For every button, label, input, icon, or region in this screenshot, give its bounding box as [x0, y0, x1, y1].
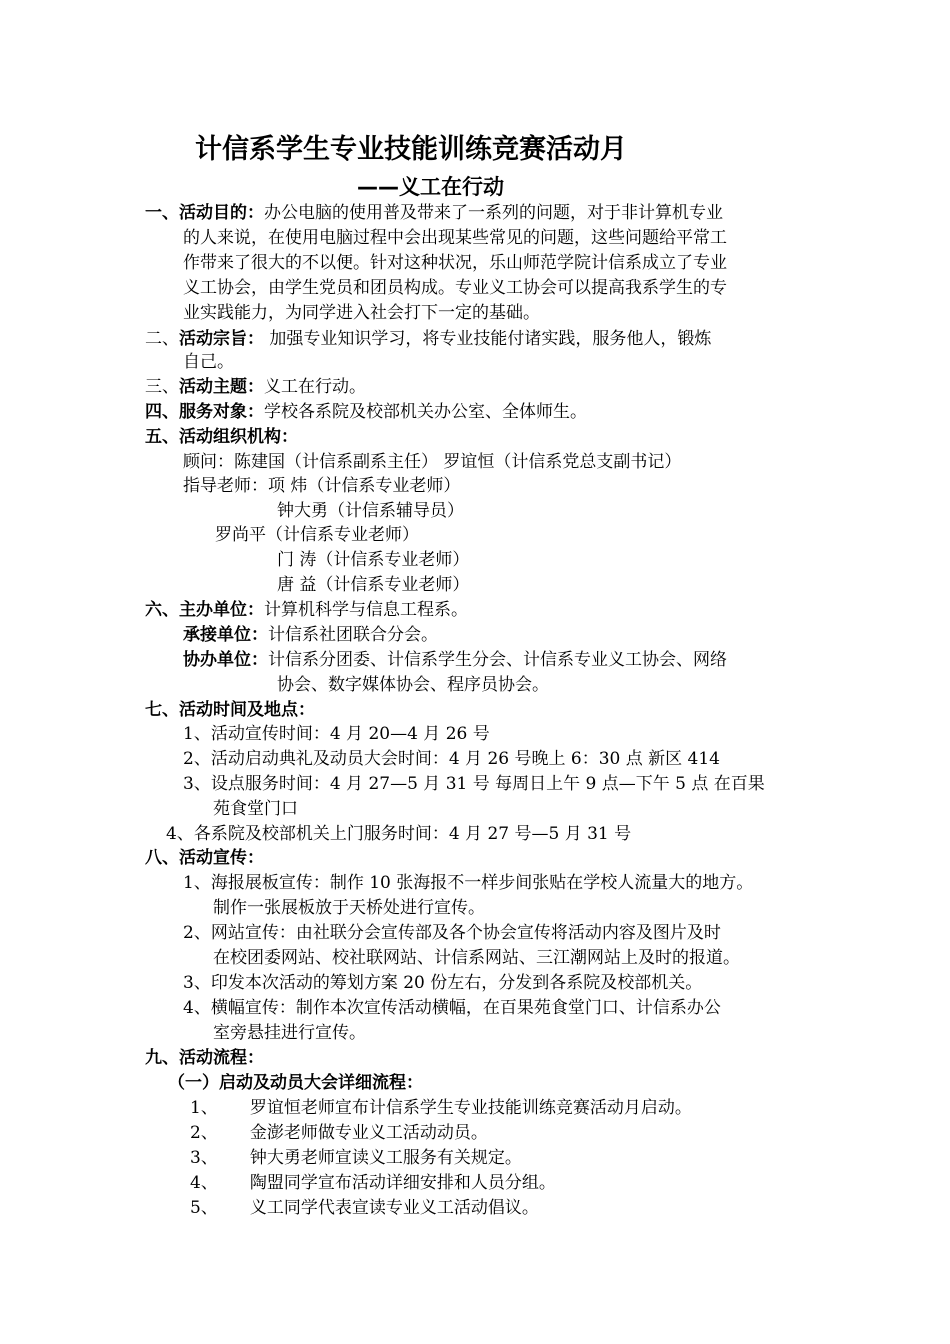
step-text: 钟大勇老师宣读义工服务有关规定。 [249, 1148, 522, 1168]
section-6-undertake-text: 计信系社团联合分会。 [268, 625, 438, 645]
section-3-label: 活动主题： [179, 377, 264, 397]
section-5-guide-1: 项 炜（计信系专业老师） [268, 476, 461, 496]
step-number: 3、 [190, 1148, 218, 1168]
section-2-line-1 [145, 327, 711, 351]
section-7-item-3: 3、设点服务时间：4 月 27—5 月 31 号 每周日上午 9 点—下午 5 点 在百果 [183, 774, 765, 794]
section-3-number: 三、 [145, 377, 179, 397]
section-1-line-5: 业实践能力，为同学进入社会打下一定的基础。 [183, 303, 540, 323]
section-5-label: 五、活动组织机构： [145, 427, 298, 447]
section-4-label: 四、服务对象： [145, 402, 264, 422]
section-9-step-2 [190, 1121, 488, 1145]
section-9-step-1 [190, 1096, 692, 1120]
section-9-step-3 [190, 1146, 522, 1170]
section-4-line [145, 400, 587, 424]
section-9-step-5 [190, 1196, 539, 1220]
section-6-undertake [183, 623, 438, 647]
section-5-guide-line-1 [183, 474, 460, 498]
section-9-step-4 [190, 1171, 556, 1195]
section-6-undertake-label: 承接单位： [183, 625, 268, 645]
document-title: 计信系学生专业技能训练竞赛活动月 [195, 134, 627, 165]
section-2-line-2: 自己。 [183, 352, 234, 372]
section-5-guide-3: 罗尚平（计信系专业老师） [215, 525, 419, 545]
section-8-item-3: 3、印发本次活动的筹划方案 20 份左右，分发到各系院及校部机关。 [183, 973, 703, 993]
section-7-item-2: 2、活动启动典礼及动员大会时间：4 月 26 号晚上 6：30 点 新区 414 [183, 749, 720, 769]
section-7-item-3-cont: 苑食堂门口 [213, 799, 298, 819]
section-8-item-4: 4、横幅宣传：制作本次宣传活动横幅，在百果苑食堂门口、计信系办公 [183, 998, 721, 1018]
section-1-line-4: 义工协会，由学生党员和团员构成。专业义工协会可以提高我系学生的专 [183, 278, 727, 298]
section-5-advisor: 顾问：陈建国（计信系副系主任） 罗谊恒（计信系党总支副书记） [183, 452, 682, 472]
step-text: 罗谊恒老师宣布计信系学生专业技能训练竞赛活动月启动。 [249, 1098, 692, 1118]
section-6-assist-label: 协办单位： [183, 650, 268, 670]
step-number: 1、 [190, 1098, 218, 1118]
section-2-text: 加强专业知识学习，将专业技能付诸实践，服务他人，锻炼 [269, 329, 712, 349]
section-4-text: 学校各系院及校部机关办公室、全体师生。 [264, 402, 587, 422]
section-8-item-2-cont: 在校团委网站、校社联网站、计信系网站、三江潮网站上及时的报道。 [213, 948, 740, 968]
section-9-subheading: （一）启动及动员大会详细流程： [168, 1073, 423, 1093]
section-8-item-1-cont: 制作一张展板放于天桥处进行宣传。 [213, 898, 485, 918]
document-subtitle: ——义工在行动 [357, 175, 504, 199]
section-6-assist-text: 计信系分团委、计信系学生分会、计信系专业义工协会、网络 [268, 650, 727, 670]
section-9-label: 九、活动流程： [145, 1048, 264, 1068]
section-1-text: 办公电脑的使用普及带来了一系列的问题，对于非计算机专业 [264, 203, 723, 223]
step-text: 金澎老师做专业义工活动动员。 [249, 1123, 488, 1143]
step-text: 陶盟同学宣布活动详细安排和人员分组。 [249, 1173, 556, 1193]
section-1-line-1 [145, 201, 723, 225]
section-1-label: 一、活动目的： [145, 203, 264, 223]
step-number: 4、 [190, 1173, 218, 1193]
section-2-number: 二、 [145, 329, 179, 349]
section-8-item-1: 1、海报展板宣传：制作 10 张海报不一样步间张贴在学校人流量大的地方。 [183, 873, 754, 893]
section-3-line [145, 375, 366, 399]
step-number: 2、 [190, 1123, 218, 1143]
section-1-line-2: 的人来说，在使用电脑过程中会出现某些常见的问题，这些问题给平常工 [183, 228, 727, 248]
section-5-guide-2: 钟大勇（计信系辅导员） [277, 501, 464, 521]
section-2-label: 活动宗旨： [179, 329, 264, 349]
section-6-line-1 [145, 598, 468, 622]
step-text: 义工同学代表宣读专业义工活动倡议。 [249, 1198, 539, 1218]
section-6-assist-line-2: 协会、数字媒体协会、程序员协会。 [277, 675, 549, 695]
section-7-label: 七、活动时间及地点： [145, 700, 315, 720]
section-5-guide-4: 门 涛（计信系专业老师） [277, 550, 470, 570]
section-8-item-4-cont: 室旁悬挂进行宣传。 [213, 1023, 366, 1043]
section-6-label: 六、主办单位： [145, 600, 264, 620]
section-8-item-2: 2、网站宣传：由社联分会宣传部及各个协会宣传将活动内容及图片及时 [183, 923, 721, 943]
section-6-text: 计算机科学与信息工程系。 [264, 600, 468, 620]
section-7-item-1: 1、活动宣传时间：4 月 20—4 月 26 号 [183, 724, 490, 744]
section-7-item-4: 4、各系院及校部机关上门服务时间：4 月 27 号—5 月 31 号 [166, 824, 632, 844]
section-3-text: 义工在行动。 [264, 377, 366, 397]
section-8-label: 八、活动宣传： [145, 848, 264, 868]
section-5-guide-5: 唐 益（计信系专业老师） [277, 575, 470, 595]
step-number: 5、 [190, 1198, 218, 1218]
section-5-guide-label: 指导老师： [183, 476, 268, 496]
section-1-line-3: 作带来了很大的不以便。针对这种状况，乐山师范学院计信系成立了专业 [183, 253, 727, 273]
section-6-assist-line-1 [183, 648, 727, 672]
